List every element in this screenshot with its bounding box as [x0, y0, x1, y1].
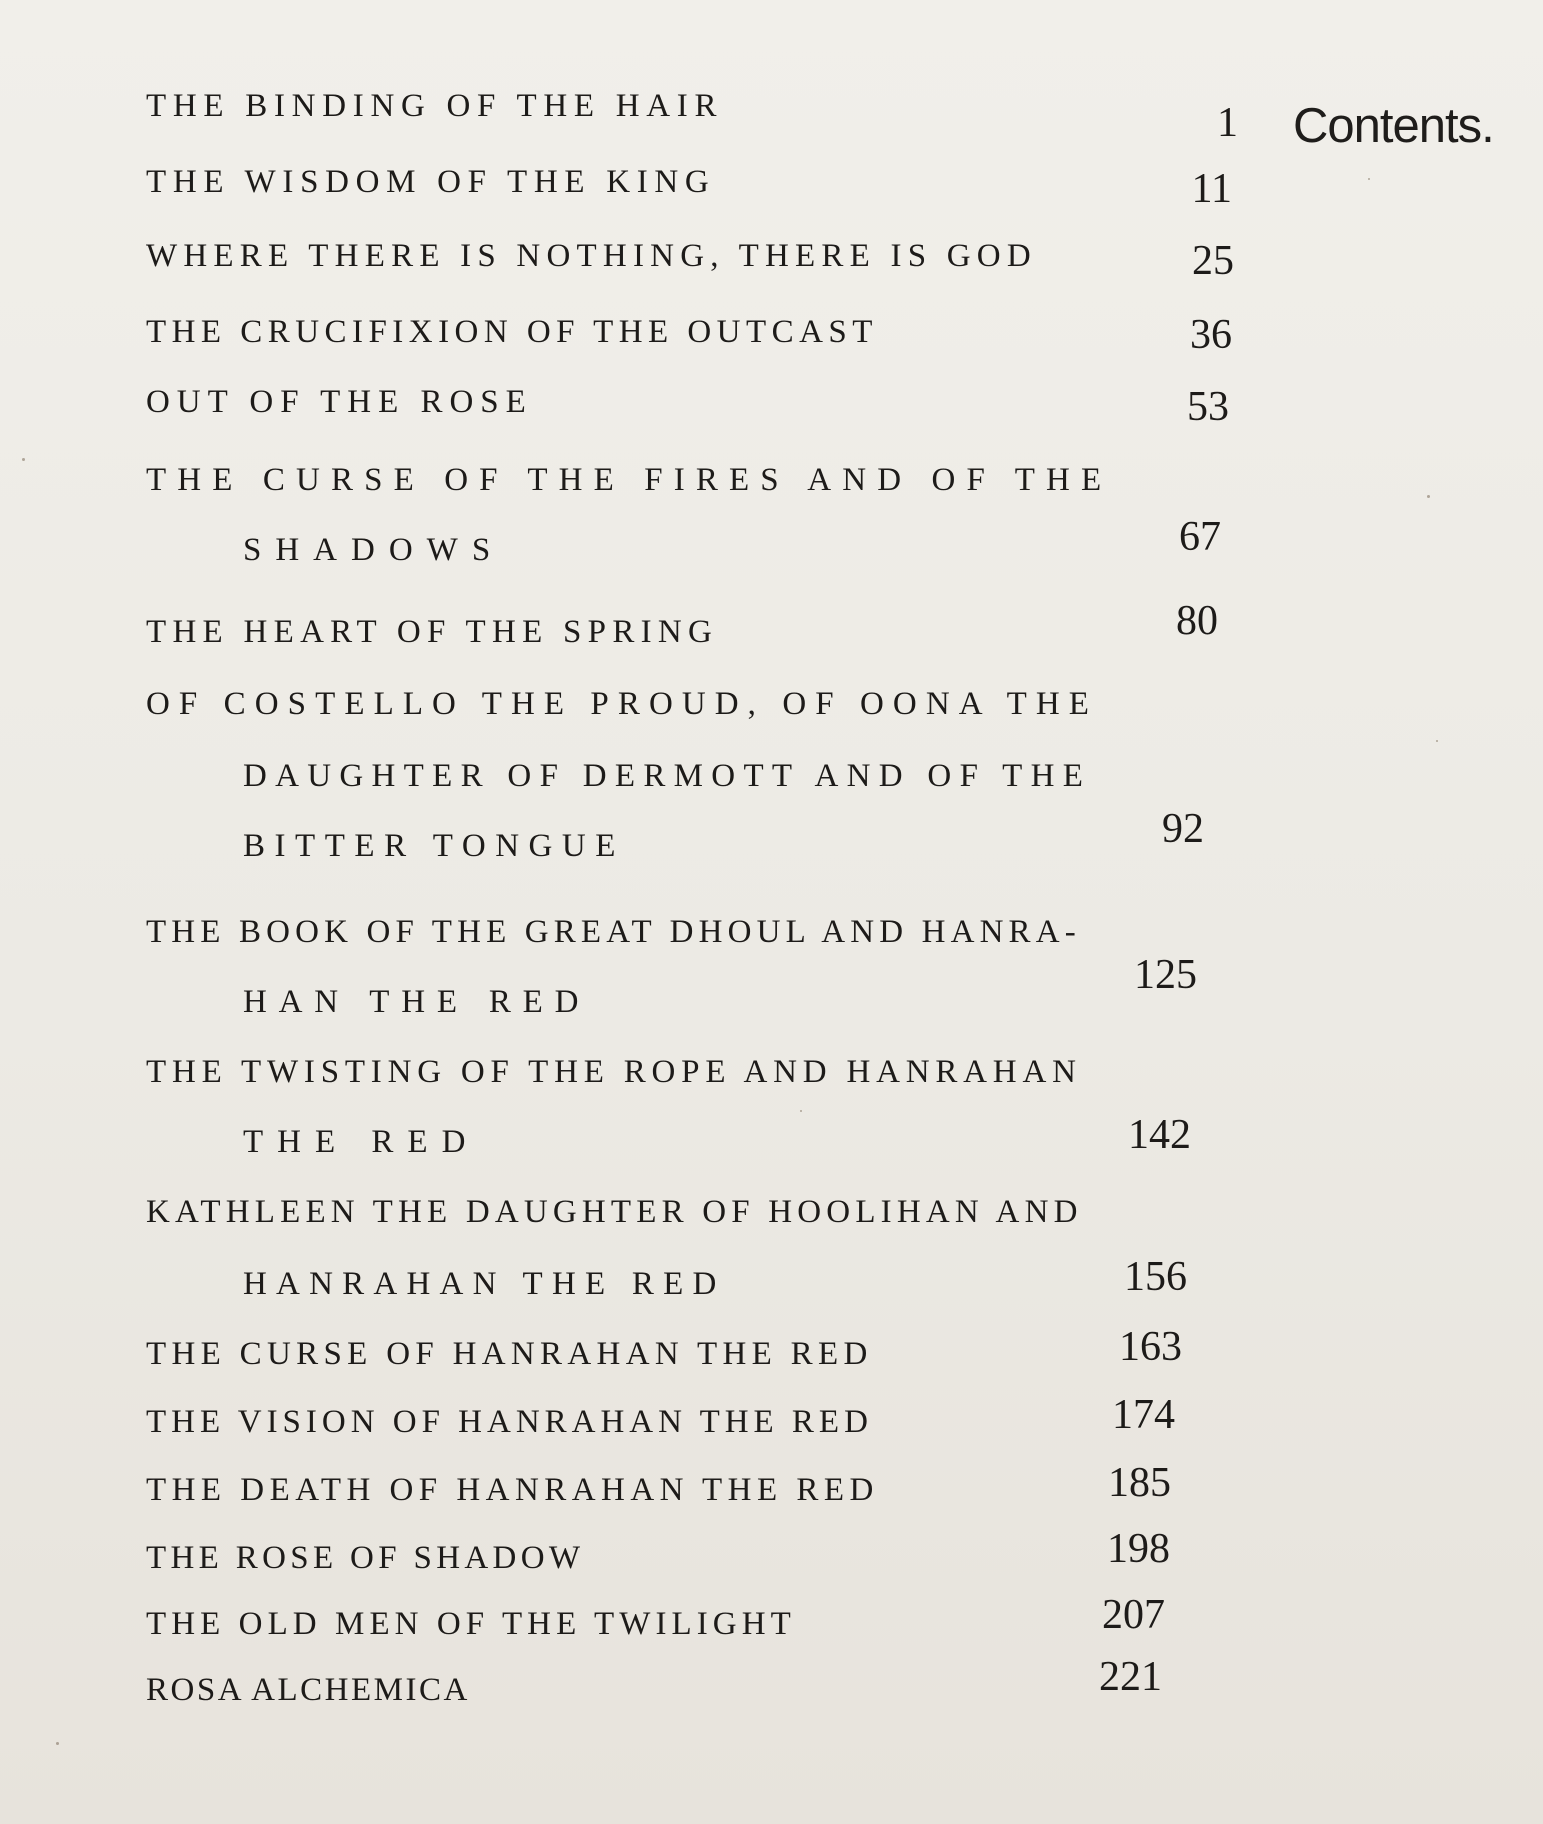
- toc-entry-title: THE TWISTING OF THE ROPE AND HANRAHAN: [146, 1054, 1082, 1090]
- toc-entry-title: OF COSTELLO THE PROUD, OF OONA THE: [146, 686, 1098, 722]
- toc-entry-title-continued: SHADOWS: [243, 532, 505, 568]
- toc-entry-title: THE VISION OF HANRAHAN THE RED: [146, 1404, 873, 1440]
- toc-entry-title: OUT OF THE ROSE: [146, 384, 533, 420]
- toc-page-number: 11: [1191, 166, 1232, 212]
- toc-entry-title: THE ROSE OF SHADOW: [146, 1540, 585, 1576]
- toc-page-number: 163: [1119, 1324, 1182, 1370]
- toc-entry-title-continued: THE RED: [243, 1124, 480, 1160]
- toc-page-number: 198: [1107, 1526, 1170, 1572]
- toc-entry-title: THE WISDOM OF THE KING: [146, 164, 716, 200]
- paper-speck: [800, 1110, 802, 1112]
- paper-speck: [1436, 740, 1438, 742]
- toc-entry-title: THE CURSE OF THE FIRES AND OF THE: [146, 462, 1113, 498]
- toc-page-number: 1: [1217, 100, 1238, 146]
- toc-page-number: 36: [1190, 312, 1232, 358]
- toc-entry-title-continued: DAUGHTER OF DERMOTT AND OF THE: [243, 758, 1092, 794]
- toc-page-number: 92: [1162, 806, 1204, 852]
- toc-page-number: 67: [1179, 514, 1221, 560]
- paper-speck: [1427, 495, 1430, 498]
- toc-entry-title-continued: HAN THE RED: [243, 984, 591, 1020]
- toc-page-number: 142: [1128, 1112, 1191, 1158]
- toc-page-number: 53: [1187, 384, 1229, 430]
- contents-heading: Contents.: [1293, 99, 1494, 153]
- toc-entry-title: THE BOOK OF THE GREAT DHOUL AND HANRA-: [146, 914, 1081, 950]
- toc-entry-title-continued: HANRAHAN THE RED: [243, 1266, 726, 1302]
- paper-speck: [22, 458, 25, 461]
- toc-page-number: 185: [1108, 1460, 1171, 1506]
- toc-entry-title: THE CURSE OF HANRAHAN THE RED: [146, 1336, 873, 1372]
- toc-page-number: 207: [1102, 1592, 1165, 1638]
- paper-speck: [1368, 178, 1370, 180]
- toc-page-number: 125: [1134, 952, 1197, 998]
- toc-entry-title: THE BINDING OF THE HAIR: [146, 88, 724, 124]
- toc-entry-title: THE HEART OF THE SPRING: [146, 614, 719, 650]
- toc-page-number: 174: [1112, 1392, 1175, 1438]
- toc-page-number: 25: [1192, 238, 1234, 284]
- toc-entry-title: THE OLD MEN OF THE TWILIGHT: [146, 1606, 796, 1642]
- toc-entry-title-continued: BITTER TONGUE: [243, 828, 625, 864]
- toc-page-number: 156: [1124, 1254, 1187, 1300]
- toc-entry-title: ROSA ALCHEMICA: [146, 1672, 470, 1708]
- toc-entry-title: THE DEATH OF HANRAHAN THE RED: [146, 1472, 879, 1508]
- toc-entry-title: WHERE THERE IS NOTHING, THERE IS GOD: [146, 238, 1037, 274]
- toc-entry-title: THE CRUCIFIXION OF THE OUTCAST: [146, 314, 878, 350]
- toc-page-number: 80: [1176, 598, 1218, 644]
- toc-entry-title: KATHLEEN THE DAUGHTER OF HOOLIHAN AND: [146, 1194, 1083, 1230]
- paper-speck: [56, 1742, 59, 1745]
- toc-page-number: 221: [1099, 1654, 1162, 1700]
